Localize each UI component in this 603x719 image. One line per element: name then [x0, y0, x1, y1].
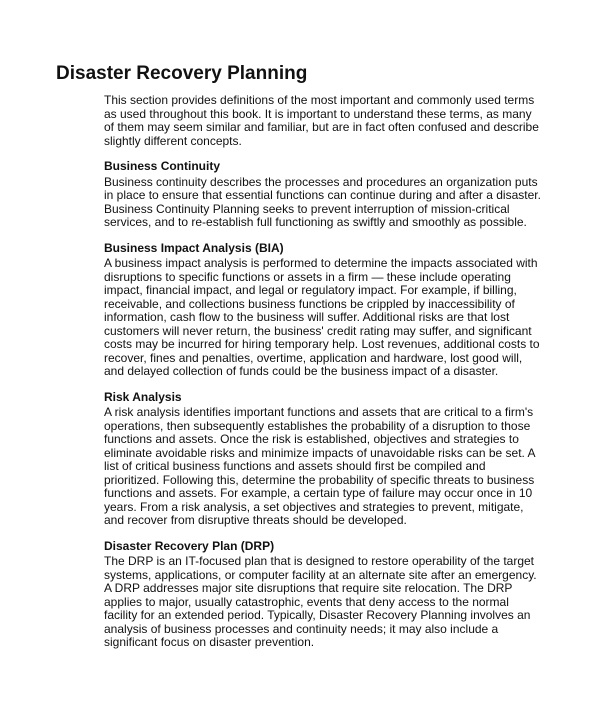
section-heading: Business Continuity: [104, 159, 221, 173]
document-body: [104, 94, 544, 650]
section-heading: Business Impact Analysis (BIA): [104, 240, 284, 255]
section-business-continuity: [104, 160, 544, 230]
section-body: Business continuity describes the processes and procedures an organization puts in place to ensure that essential functions can continue during and after a disaster. Business Continuity Planning seeks to prevent interruption of mission-critical services, and to re-establish full functioning as swiftly and smoothly as possible.: [104, 174, 541, 229]
section-risk-analysis: [104, 391, 544, 528]
intro-paragraph: This section provides definitions of the most important and commonly used terms as used throughout this book. It is important to understand these terms, as many of them may seem similar and familiar, but are in fact often confused and describe slightly different concepts.: [104, 93, 539, 148]
section-body: A risk analysis identifies important functions and assets that are critical to a firm's operations, then subsequently establishes the probability of a disruption to those functions and assets. Once the risk is established, objectives and strategies to eliminate avoidable risks and minimize impacts of unavoidable risks can be set. A list of critical business functions and assets should first be compiled and prioritized. Following this, determine the probability of specific threats to business functions and assets. For example, a certain type of failure may occur once in 10 years. From a risk analysis, a set objectives and strategies to prevent, mitigate, and recover from disruptive threats should be developed.: [104, 405, 535, 527]
section-heading: Risk Analysis: [104, 389, 182, 404]
section-disaster-recovery-plan: [104, 540, 544, 650]
section-business-impact-analysis: [104, 242, 544, 379]
section-body: The DRP is an IT-focused plan that is designed to restore operability of the target systems, applications, or computer facility at an alternate site after an emergency. A DRP addresses major site disruptions that require site relocation. The DRP applies to major, usually catastrophic, events that deny access to the normal facility for an extended period. Typically, Disaster Recovery Planning involves an analysis of business processes and continuity needs; it may also include a significant focus on disaster prevention.: [104, 554, 537, 649]
section-body: A business impact analysis is performed to determine the impacts associated with disruptions to specific functions or assets in a firm — these include operating impact, financial impact, and legal or regulatory impact. For example, if billing, receivable, and collections business functions be crippled by inaccessibility of information, cash flow to the business will suffer. Additional risks are that lost customers will never return, the business' credit rating may suffer, and significant costs may be incurred for hiring temporary help. Lost revenues, additional costs to recover, fines and penalties, overtime, application and hardware, lost good will, and delayed collection of funds could be the business impact of a disaster.: [104, 256, 540, 378]
section-heading: Disaster Recovery Plan (DRP): [104, 538, 275, 553]
page-title: Disaster Recovery Planning: [56, 63, 308, 84]
